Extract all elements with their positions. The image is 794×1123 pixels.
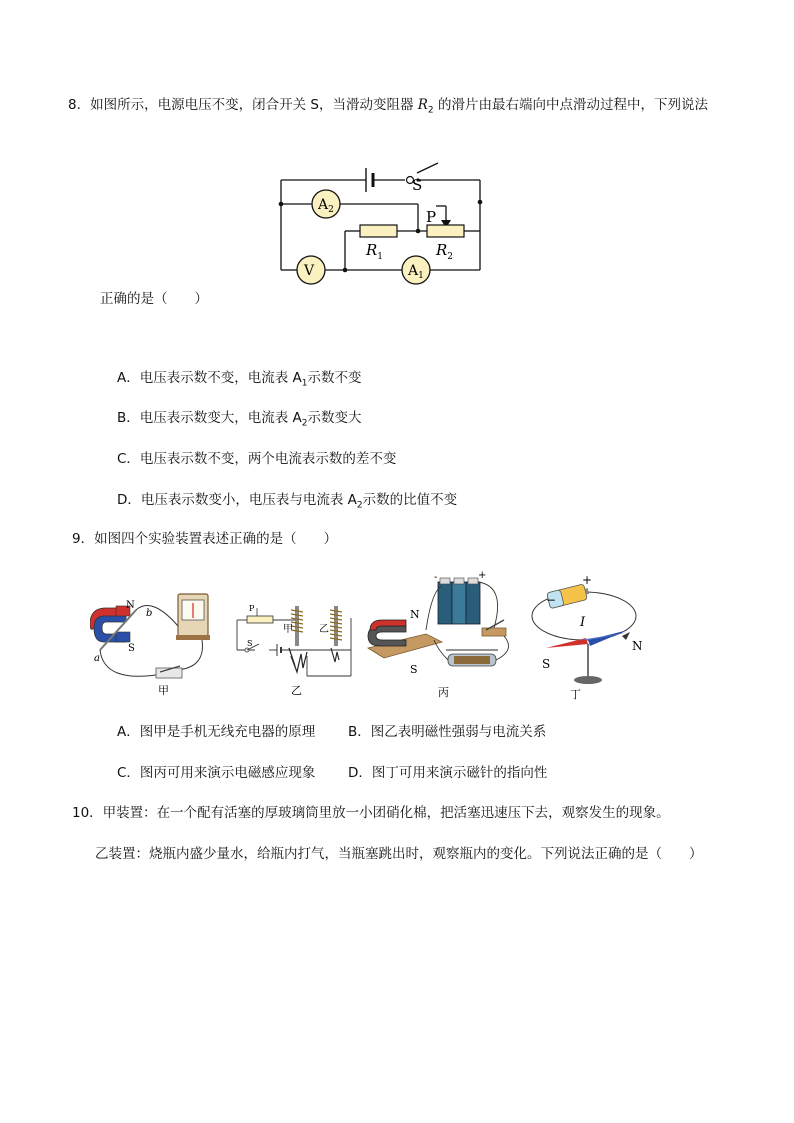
slider-label: P	[426, 208, 437, 226]
q8-option-b: B．电压表示数变大，电流表 $A_2$示数变大	[117, 410, 362, 429]
q10-line-2: 乙装置：烧瓶内盛少量水，给瓶内打气，当瓶塞跳出时，观察瓶内的变化。下列说法正确的是（ ）	[95, 846, 703, 862]
q9-figure-yi	[233, 596, 358, 700]
r1-label: $R_1$	[366, 241, 384, 262]
bing-plus-label: +	[478, 570, 487, 581]
ding-n-label: N	[632, 639, 643, 653]
q8-option-d: D．电压表示数变小，电压表与电流表 $A_2$示数的比值不变	[117, 492, 458, 511]
jia-caption: 甲	[158, 684, 169, 697]
q8-stem-r-sub: 2	[427, 105, 434, 116]
jia-s-label: S	[128, 643, 135, 654]
q9-option-d: D．图丁可用来演示磁针的指向性	[348, 765, 548, 781]
q9-option-b: B．图乙表明磁性强弱与电流关系	[348, 724, 547, 740]
q10-line-1: 10．甲装置：在一个配有活塞的厚玻璃筒里放一小团硝化棉，把活塞迅速压下去，观察发生的现象。	[72, 805, 670, 821]
bing-n-label: N	[410, 608, 420, 621]
q9-figure-ding	[526, 570, 656, 702]
q8-stem-part2: 的滑片由最右端向中点滑动过程中，下列说法	[433, 97, 708, 113]
jia-a-label: a	[94, 653, 100, 664]
bing-caption: 丙	[438, 686, 449, 699]
q9-option-c: C．图丙可用来演示电磁感应现象	[117, 765, 316, 781]
q8-stem	[68, 96, 708, 120]
bing-minus-label: -	[434, 572, 438, 583]
ding-s-label: S	[542, 657, 551, 671]
q8-stem-r: R	[417, 97, 428, 113]
q8-circuit-diagram	[270, 158, 495, 288]
ding-minus-label: −	[546, 593, 557, 607]
bing-s-label: S	[410, 663, 418, 676]
ammeter-a1-label: $A_1$	[408, 263, 424, 281]
q9-stem: 9．如图四个实验装置表述正确的是（ ）	[72, 531, 338, 547]
voltmeter-label: V	[304, 263, 315, 279]
jia-b-label: b	[146, 608, 153, 619]
yi-electromagnet-yi-label: 乙	[319, 624, 329, 635]
q9-figure-jia	[90, 588, 220, 700]
yi-caption: 乙	[291, 684, 302, 697]
q8-stem-part1: 8．如图所示，电源电压不变，闭合开关 S，当滑动变阻器	[68, 97, 418, 113]
ammeter-a2-label: $A_2$	[318, 197, 334, 215]
ding-plus-label: +	[582, 573, 593, 587]
ding-current-label: I	[580, 615, 586, 630]
r2-label: $R_2$	[436, 241, 454, 262]
yi-s-label: S	[247, 639, 253, 648]
ding-caption: 丁	[570, 688, 581, 701]
switch-label: S	[412, 176, 423, 194]
q8-stem-continued: 正确的是（ ）	[100, 291, 208, 307]
jia-n-label: N	[126, 600, 135, 611]
yi-electromagnet-jia-label: 甲	[283, 624, 293, 635]
q8-option-c: C．电压表示数不变，两个电流表示数的差不变	[117, 451, 397, 467]
q9-figure-bing	[366, 570, 526, 700]
q8-option-a: A．电压表示数不变，电流表 $A_1$示数不变	[117, 370, 362, 389]
yi-p-label: P	[249, 604, 255, 613]
q9-option-a: A．图甲是手机无线充电器的原理	[117, 724, 316, 740]
